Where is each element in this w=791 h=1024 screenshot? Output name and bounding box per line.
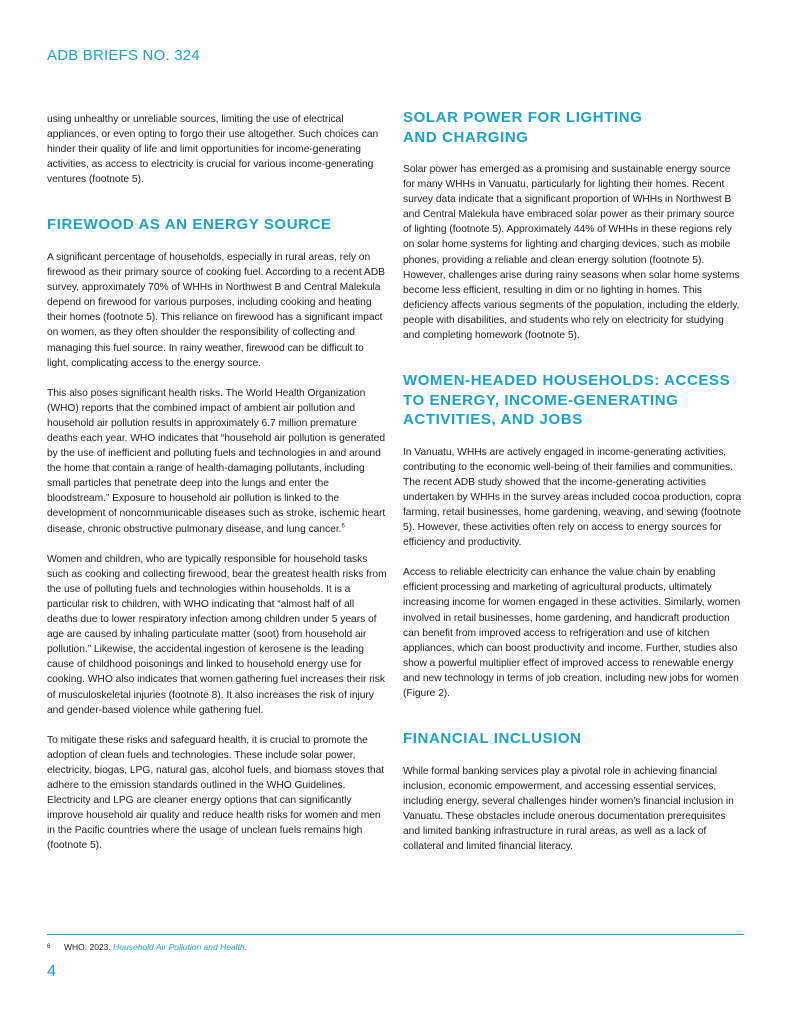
heading-firewood: FIREWOOD AS AN ENERGY SOURCE xyxy=(47,216,332,234)
firewood-paragraph-2-text: This also poses significant health risks. The World Health Organization (WHO) reports that the combined impact of ambient air pollution and household air pollution results in approximately 6.7 million premature deaths each year. WHO indicates that “household air pollution is generated by the use of inefficient and polluting fuels and technologies in and around the home that contain a range of health-damaging pollutants, including small particles that penetrate deep into the lungs and enter the bloodstream.” Exposure to household air pollution is linked to the development of noncommunicable diseases such as stroke, ischemic heart disease, chronic obstructive pulmonary disease, and lung cancer. xyxy=(47,387,386,535)
left-column xyxy=(47,112,387,853)
heading-financial-inclusion: FINANCIAL INCLUSION xyxy=(403,730,582,748)
firewood-paragraph-2 xyxy=(47,386,387,537)
right-column xyxy=(403,108,743,854)
footnote-divider xyxy=(47,934,744,935)
footnote-suffix: . xyxy=(244,942,248,952)
heading-solar-line-1: SOLAR POWER FOR LIGHTING xyxy=(403,109,643,126)
heading-women-households xyxy=(403,371,743,430)
footnote-number: 6 xyxy=(47,944,51,950)
footnote-prefix: WHO. 2023. xyxy=(64,942,114,952)
firewood-paragraph-4: To mitigate these risks and safeguard health, it is crucial to promote the adoption of clean fuels and technologies. These include solar power, electricity, biogas, LPG, natural gas, alcohol fuels, and biomass stoves that adhere to the emission standards outlined in the WHO Guidelines. Electricity and LPG are cleaner energy options that can significantly improve household air quality and reduce health risks for women and men in the Pacific countries where the usage of unclean fuels remains high (footnote 5). xyxy=(47,734,385,852)
footnote-ref-6[interactable]: 6 xyxy=(341,523,345,530)
heading-solar-line-2: AND CHARGING xyxy=(403,128,529,146)
firewood-paragraph-3: Women and children, who are typically responsible for household tasks such as cooking and collecting firewood, bear the greatest health risks from the use of polluting fuels and technologies within households. It is a particular risk to children, with WHO indicating that “almost half of all deaths due to lower respiratory infection among children under 5 years of age are caused by inhaling particulate matter (soot) from household air pollution.” Likewise, the accidental ingestion of kerosene is the leading cause of childhood poisonings and linked to household energy use for cooking. WHO also indicates that women gathering fuel increases their risk of musculoskeletal injuries (footnote 8). It also increases the risk of injury and gender-based violence while gathering fuel. xyxy=(47,553,387,716)
women-paragraph-2: Access to reliable electricity can enhance the value chain by enabling efficient processing and marketing of agricultural products, ultimately increasing income for women engaged in these activities. Similarly, women involved in retail businesses, home gardening, and handicraft production can benefit from improved access to refrigeration and use of kitchen appliances, which can boost productivity and income. Further, studies also show a powerful multiplier effect of improved access to renewable energy and new technology in terms of job creation, including new jobs for women (Figure 2). xyxy=(403,567,741,700)
intro-paragraph: using unhealthy or unreliable sources, limiting the use of electrical appliances, or even opting to forgo their use altogether. Such choices can hinder their quality of life and limit opportunities for income-generating activities, as access to electricity is crucial for various income-generating ventures (footnote 5). xyxy=(47,114,379,186)
firewood-paragraph-1: A significant percentage of households, especially in rural areas, rely on firewood as their primary source of cooking fuel. According to a recent ADB survey, approximately 70% of WHHs in Northwest B and Central Malekula depend on firewood for various purposes, including cooking and heating their homes (footnote 5). This reliance on firewood has a significant impact on women, as they often shoulder the responsibility of collecting and managing this fuel source. In rainy weather, firewood can be difficult to light, complicating access to the energy source. xyxy=(47,251,385,369)
women-paragraph-1: In Vanuatu, WHHs are actively engaged in income-generating activities, contributing to the economic well-being of their families and communities. The recent ADB study showed that the income-generating activities undertaken by WHHs in the survey areas included cocoa production, copra farming, retail businesses, home gardening, weaving, and sewing (footnote 5). However, these activities often rely on access to energy sources for efficiency and productivity. xyxy=(403,446,742,549)
page-number: 4 xyxy=(47,963,56,980)
running-header: ADB BRIEFS NO. 324 xyxy=(47,47,200,64)
financial-paragraph: While formal banking services play a pivotal role in achieving financial inclusion, economic empowerment, and accessing essential services, including energy, several challenges hinder women’s financial inclusion in Vanuatu. These obstacles include onerous documentation prerequisites and limited banking infrastructure in rural areas, as well as a lack of collateral and limited financial literacy. xyxy=(403,765,734,853)
heading-women-line-1: WOMEN-HEADED HOUSEHOLDS: ACCESS xyxy=(403,372,731,390)
solar-paragraph: Solar power has emerged as a promising and sustainable energy source for many WHHs in Vanuatu, particularly for lighting their homes. Recent survey data indicate that a significant proportion of WHHs in Northwest B and Central Malekula have embraced solar power as their primary source of lighting (footnote 5). Approximately 44% of WHHs in these regions rely on solar home systems for lighting and charging devices, such as mobile phones, providing a reliable and clean energy solution (footnote 5). However, challenges arise during rainy seasons when solar home systems become less efficient, resulting in dim or no lighting in homes. This deficiency affects various segments of the population, including the elderly, people with disabilities, and students who rely on electricity for studying and completing homework (footnote 5). xyxy=(403,164,740,342)
heading-solar xyxy=(403,108,743,147)
heading-women-line-3: ACTIVITIES, AND JOBS xyxy=(403,411,583,429)
heading-women-line-2: TO ENERGY, INCOME-GENERATING xyxy=(403,391,679,409)
footnote-link[interactable]: Household Air Pollution and Health xyxy=(113,942,245,952)
footnote xyxy=(47,941,247,953)
